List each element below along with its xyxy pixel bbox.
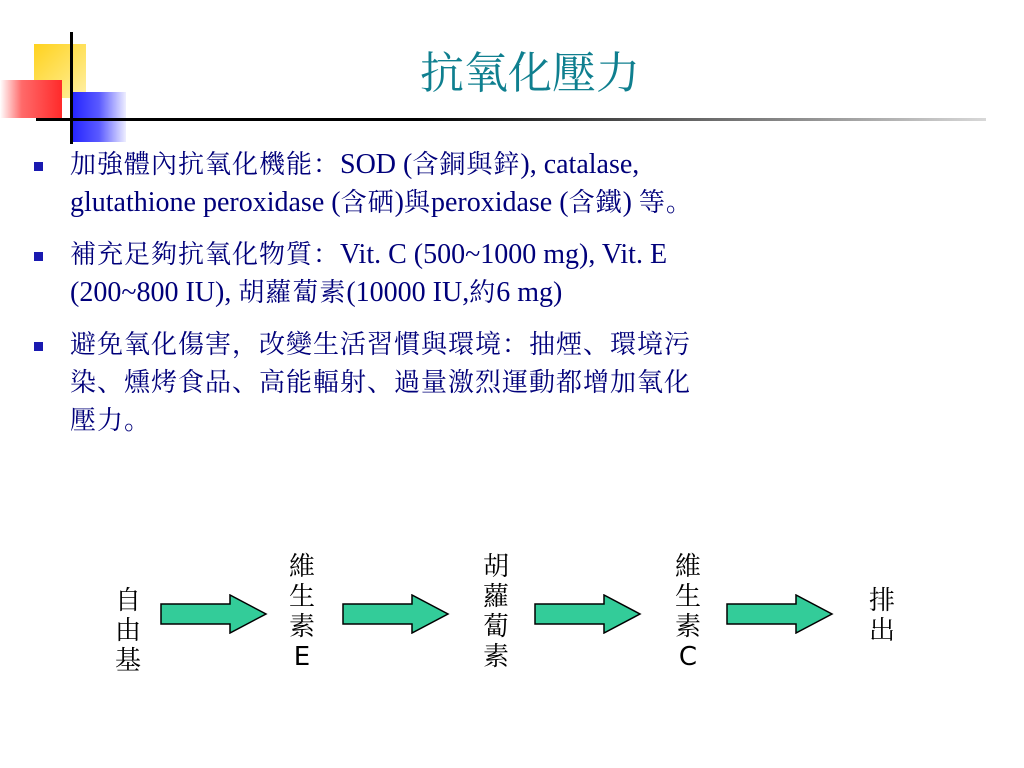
bullet-text-segment: 加強體內抗氧化機能： (70, 150, 341, 180)
bullet-text-segment: glutathione peroxidase ( (70, 187, 341, 218)
bullet-text-segment: 染、燻烤食品、高能輻射、過量激烈運動都增加氧化 (70, 368, 692, 398)
bullet-square-icon (34, 162, 43, 171)
bullet-line (70, 364, 1000, 402)
bullet-text-segment: 壓力。 (70, 406, 152, 436)
bullet-text-segment: ), catalase, (520, 149, 640, 180)
bullet-item (30, 146, 1000, 222)
flow-node-vitamin-e (282, 552, 322, 672)
bullet-text-segment: 含硒 (340, 188, 395, 218)
bullet-text-segment: 與 (403, 188, 431, 218)
bullet-text-segment: SOD ( (340, 149, 413, 180)
flow-node-char: 維 (674, 552, 701, 582)
flow-arrow-1 (160, 594, 268, 634)
flow-node-char: 基 (114, 646, 141, 676)
right-arrow-icon (727, 595, 832, 633)
flow-node-char: 素 (674, 612, 701, 642)
bullet-line (70, 402, 1000, 440)
flow-node-free-radical (108, 586, 148, 676)
flow-node-carotene (476, 552, 516, 672)
bullet-text-segment: peroxidase ( (430, 187, 569, 218)
bullet-text-segment: 避免氧化傷害，改變生活習慣與環境：抽煙、環境污 (70, 330, 692, 360)
bullet-text-segment: Vit. C (500~1000 mg), Vit. E (340, 239, 668, 270)
flow-arrow-3 (534, 594, 642, 634)
flow-node-char: 生 (288, 582, 315, 612)
flow-arrow-2 (342, 594, 450, 634)
flow-node-char: 排 (868, 586, 895, 616)
bullet-list (30, 146, 1000, 454)
flow-node-vitamin-c (668, 552, 708, 672)
title-underline (36, 118, 986, 121)
flow-node-char: 自 (114, 586, 141, 616)
flow-node-char: 素 (288, 612, 315, 642)
flow-node-char: 蘿 (482, 582, 509, 612)
flow-node-char: 由 (114, 616, 141, 646)
flow-node-char: 出 (868, 616, 895, 646)
bullet-line (70, 236, 1000, 274)
bullet-square-icon (34, 252, 43, 261)
right-arrow-icon (343, 595, 448, 633)
bullet-text-segment: 含銅與鋅 (412, 150, 521, 180)
logo-red-square (0, 80, 62, 118)
bullet-text-segment: ) (622, 187, 639, 218)
bullet-line (70, 326, 1000, 364)
flow-node-char: 蔔 (482, 612, 509, 642)
bullet-square-icon (34, 342, 43, 351)
flow-node-excrete (862, 586, 902, 646)
flow-node-char: E (293, 642, 311, 672)
slide-title: 抗氧化壓力 (420, 48, 640, 99)
bullet-item (30, 326, 1000, 440)
bullet-item (30, 236, 1000, 312)
right-arrow-icon (161, 595, 266, 633)
flow-node-char: 維 (288, 552, 315, 582)
bullet-text-segment: (10000 IU, (346, 277, 470, 308)
bullet-line (70, 184, 1000, 222)
flow-arrow-4 (726, 594, 834, 634)
right-arrow-icon (535, 595, 640, 633)
flow-node-char: C (678, 642, 698, 672)
flow-node-char: 素 (482, 642, 509, 672)
bullet-line (70, 274, 1000, 312)
flow-node-char: 生 (674, 582, 701, 612)
bullet-text-segment: 約 (469, 278, 497, 308)
bullet-text-segment: ) (394, 187, 404, 218)
bullet-text-segment: 6 mg) (496, 277, 563, 308)
bullet-text-segment: (200~800 IU), (70, 277, 239, 308)
bullet-text-segment: 等。 (638, 188, 693, 218)
bullet-text-segment: 胡蘿蔔素 (238, 278, 347, 308)
bullet-text-segment: 補充足夠抗氧化物質： (70, 240, 341, 270)
flow-node-char: 胡 (482, 552, 509, 582)
logo-vertical-line (70, 32, 73, 144)
bullet-line (70, 146, 1000, 184)
bullet-text-segment: 含鐵 (568, 188, 623, 218)
logo-blue-square (72, 92, 126, 142)
